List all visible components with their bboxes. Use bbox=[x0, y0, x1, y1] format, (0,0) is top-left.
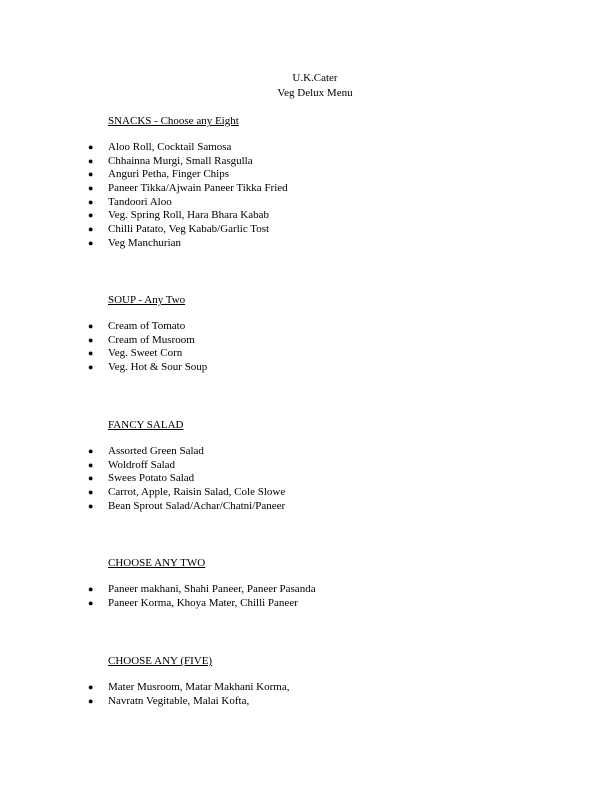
list-item bbox=[0, 182, 288, 196]
item-text: Veg Manchurian bbox=[108, 236, 182, 249]
item-text: Paneer makhani, Shahi Paneer, Paneer Pasanda bbox=[108, 583, 316, 595]
item-text: Woldroff Salad bbox=[108, 458, 176, 471]
item-text: Carrot, Apple, Raisin Salad, Cole Slowe bbox=[108, 486, 286, 499]
list-item bbox=[0, 472, 285, 486]
list-item bbox=[0, 597, 316, 611]
section-heading-snacks: SNACKS - Choose any Eight bbox=[108, 115, 239, 127]
salad-list bbox=[0, 445, 285, 513]
bullet-icon: ● bbox=[88, 500, 94, 511]
list-item bbox=[0, 583, 316, 597]
bullet-icon: ● bbox=[88, 224, 94, 235]
bullet-icon: ● bbox=[88, 210, 94, 221]
bullet-icon: ● bbox=[88, 183, 94, 194]
bullet-icon: ● bbox=[88, 597, 94, 608]
item-text: Veg. Spring Roll, Hara Bhara Kabab bbox=[108, 209, 269, 222]
list-item bbox=[0, 223, 288, 237]
list-item bbox=[0, 141, 288, 155]
item-text: Veg. Hot & Sour Soup bbox=[108, 361, 208, 374]
item-text: Aloo Roll, Cocktail Samosa bbox=[108, 141, 232, 153]
list-item bbox=[0, 695, 289, 709]
item-text: Mater Musroom, Matar Makhani Korma, bbox=[108, 681, 290, 693]
list-item bbox=[0, 168, 288, 182]
company-name: U.K.Cater bbox=[292, 72, 338, 84]
list-item bbox=[0, 361, 207, 375]
bullet-icon: ● bbox=[88, 155, 94, 166]
item-text: Assorted Green Salad bbox=[108, 445, 204, 457]
list-item bbox=[0, 155, 288, 169]
list-item bbox=[0, 681, 289, 695]
soup-list bbox=[0, 320, 207, 375]
item-text: Veg. Sweet Corn bbox=[108, 347, 183, 360]
item-text: Bean Sprout Salad/Achar/Chatni/Paneer bbox=[108, 499, 286, 512]
choose-two-list bbox=[0, 583, 316, 610]
item-text: Chhainna Murgi, Small Rasgulla bbox=[108, 154, 253, 167]
list-item bbox=[0, 209, 288, 223]
bullet-icon: ● bbox=[88, 334, 94, 345]
bullet-icon: ● bbox=[88, 142, 94, 152]
list-item bbox=[0, 486, 285, 500]
bullet-icon: ● bbox=[88, 682, 94, 692]
choose-five-list bbox=[0, 681, 289, 708]
menu-title: Veg Delux Menu bbox=[277, 87, 353, 99]
bullet-icon: ● bbox=[88, 196, 94, 207]
bullet-icon: ● bbox=[88, 487, 94, 498]
section-heading-choose-any-five: CHOOSE ANY (FIVE) bbox=[108, 655, 213, 667]
list-item bbox=[0, 500, 285, 514]
list-item bbox=[0, 445, 285, 459]
list-item bbox=[0, 459, 285, 473]
item-text: Navratn Vegitable, Malai Kofta, bbox=[108, 694, 250, 707]
bullet-icon: ● bbox=[88, 473, 94, 484]
list-item bbox=[0, 320, 207, 334]
bullet-icon: ● bbox=[88, 695, 94, 706]
bullet-icon: ● bbox=[88, 237, 94, 248]
bullet-icon: ● bbox=[88, 348, 94, 359]
list-item bbox=[0, 196, 288, 210]
section-heading-choose-any-two: CHOOSE ANY TWO bbox=[108, 557, 206, 569]
bullet-icon: ● bbox=[88, 362, 94, 373]
bullet-icon: ● bbox=[88, 169, 94, 180]
section-heading-soup: SOUP - Any Two bbox=[108, 294, 186, 306]
list-item bbox=[0, 237, 288, 251]
item-text: Chilli Patato, Veg Kabab/Garlic Tost bbox=[108, 223, 270, 236]
bullet-icon: ● bbox=[88, 446, 94, 456]
item-text: Cream of Musroom bbox=[108, 333, 195, 346]
bullet-icon: ● bbox=[88, 584, 94, 594]
snacks-list bbox=[0, 141, 288, 251]
item-text: Swees Potato Salad bbox=[108, 472, 195, 485]
bullet-icon: ● bbox=[88, 459, 94, 470]
section-heading-fancy-salad: FANCY SALAD bbox=[108, 419, 184, 431]
bullet-icon: ● bbox=[88, 321, 94, 331]
list-item bbox=[0, 334, 207, 348]
item-text: Tandoori Aloo bbox=[108, 195, 172, 208]
list-item bbox=[0, 347, 207, 361]
item-text: Anguri Petha, Finger Chips bbox=[108, 168, 229, 181]
item-text: Paneer Korma, Khoya Mater, Chilli Paneer bbox=[108, 596, 298, 609]
item-text: Paneer Tikka/Ajwain Paneer Tikka Fried bbox=[108, 182, 288, 195]
item-text: Cream of Tomato bbox=[108, 320, 186, 332]
